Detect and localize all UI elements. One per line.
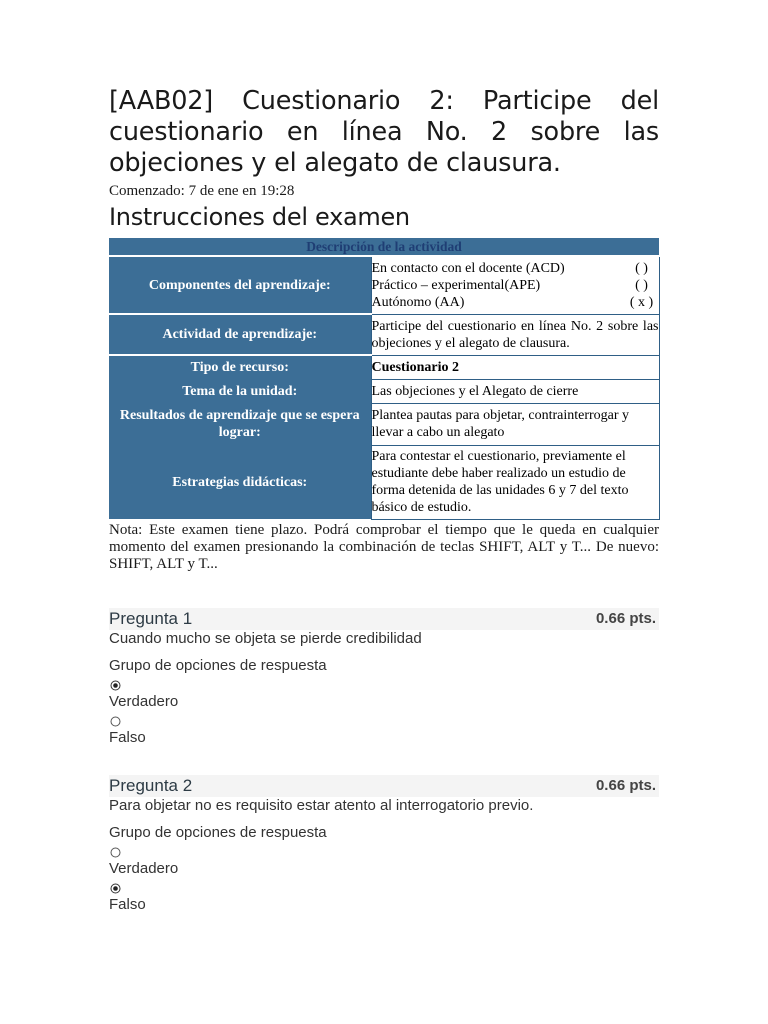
- answer-group-label: Grupo de opciones de respuesta: [109, 656, 327, 674]
- question-1: [109, 608, 659, 747]
- activity-table: [109, 238, 660, 520]
- quiz-page: [109, 86, 659, 914]
- components-label: Componentes del aprendizaje:: [109, 256, 371, 314]
- component-label: Práctico – experimental(APE): [371, 277, 541, 293]
- radio-verdadero[interactable]: [110, 680, 121, 691]
- unit-label: Tema de la unidad:: [109, 379, 371, 403]
- unit-value: Las objeciones y el Alegato de cierre: [371, 379, 659, 403]
- answer-group-label: Grupo de opciones de respuesta: [109, 823, 327, 841]
- component-row: [372, 260, 659, 277]
- question-header: [109, 775, 659, 797]
- activity-table-header: Descripción de la actividad: [109, 238, 659, 256]
- components-value: [371, 256, 659, 314]
- instructions-heading: Instrucciones del examen: [109, 203, 410, 231]
- component-label: En contacto con el docente (ACD): [371, 260, 565, 276]
- radio-unselected-icon: [110, 847, 121, 858]
- radio-falso[interactable]: [110, 883, 121, 894]
- option-label[interactable]: Falso: [109, 728, 146, 746]
- component-mark: ( ): [635, 277, 648, 293]
- radio-selected-icon: [110, 680, 121, 691]
- radio-selected-icon: [110, 883, 121, 894]
- question-text: Cuando mucho se objeta se pierde credibilidad: [109, 629, 422, 647]
- question-text: Para objetar no es requisito estar atento al interrogatorio previo.: [109, 796, 534, 814]
- component-row: [372, 294, 659, 311]
- question-2: [109, 775, 659, 914]
- activity-value: Participe del cuestionario en línea No. 2 sobre las objeciones y el alegato de clausura.: [371, 314, 659, 355]
- started-timestamp: Comenzado: 7 de ene en 19:28: [109, 183, 295, 199]
- strategies-label: Estrategias didácticas:: [109, 445, 371, 519]
- option-label[interactable]: Verdadero: [109, 859, 179, 877]
- question-title: Pregunta 2: [109, 775, 193, 795]
- radio-verdadero[interactable]: [110, 847, 121, 858]
- strategies-value: Para contestar el cuestionario, previamente el estudiante debe haber realizado un estudio de forma detenida de las unidades 6 y 7 del texto básico de estudio.: [371, 445, 659, 519]
- component-mark: ( ): [635, 260, 648, 276]
- question-points: 0.66 pts.: [595, 610, 656, 627]
- exam-note: Nota: Este examen tiene plazo. Podrá comprobar el tiempo que le queda en cualquier momento del examen presionando la combinación de teclas SHIFT, ALT y T... De nuevo: SHIFT, ALT y T...: [109, 521, 659, 572]
- resource-value: Cuestionario 2: [371, 355, 659, 379]
- question-points: 0.66 pts.: [595, 777, 656, 794]
- activity-label: Actividad de aprendizaje:: [109, 314, 371, 355]
- radio-unselected-icon: [110, 716, 121, 727]
- results-label: Resultados de aprendizaje que se espera lograr:: [109, 403, 371, 445]
- results-value: Plantea pautas para objetar, contrainterrogar y llevar a cabo un alegato: [371, 403, 659, 445]
- question-title: Pregunta 1: [109, 608, 193, 628]
- radio-falso[interactable]: [110, 716, 121, 727]
- component-row: [372, 277, 659, 294]
- component-label: Autónomo (AA): [371, 294, 465, 310]
- page-title: [AAB02] Cuestionario 2: Participe del cuestionario en línea No. 2 sobre las objeciones y el alegato de clausura.: [109, 86, 659, 178]
- component-mark: ( x ): [629, 294, 654, 310]
- option-label[interactable]: Falso: [109, 895, 146, 913]
- option-label[interactable]: Verdadero: [109, 692, 179, 710]
- resource-label: Tipo de recurso:: [109, 355, 371, 379]
- question-header: [109, 608, 659, 630]
